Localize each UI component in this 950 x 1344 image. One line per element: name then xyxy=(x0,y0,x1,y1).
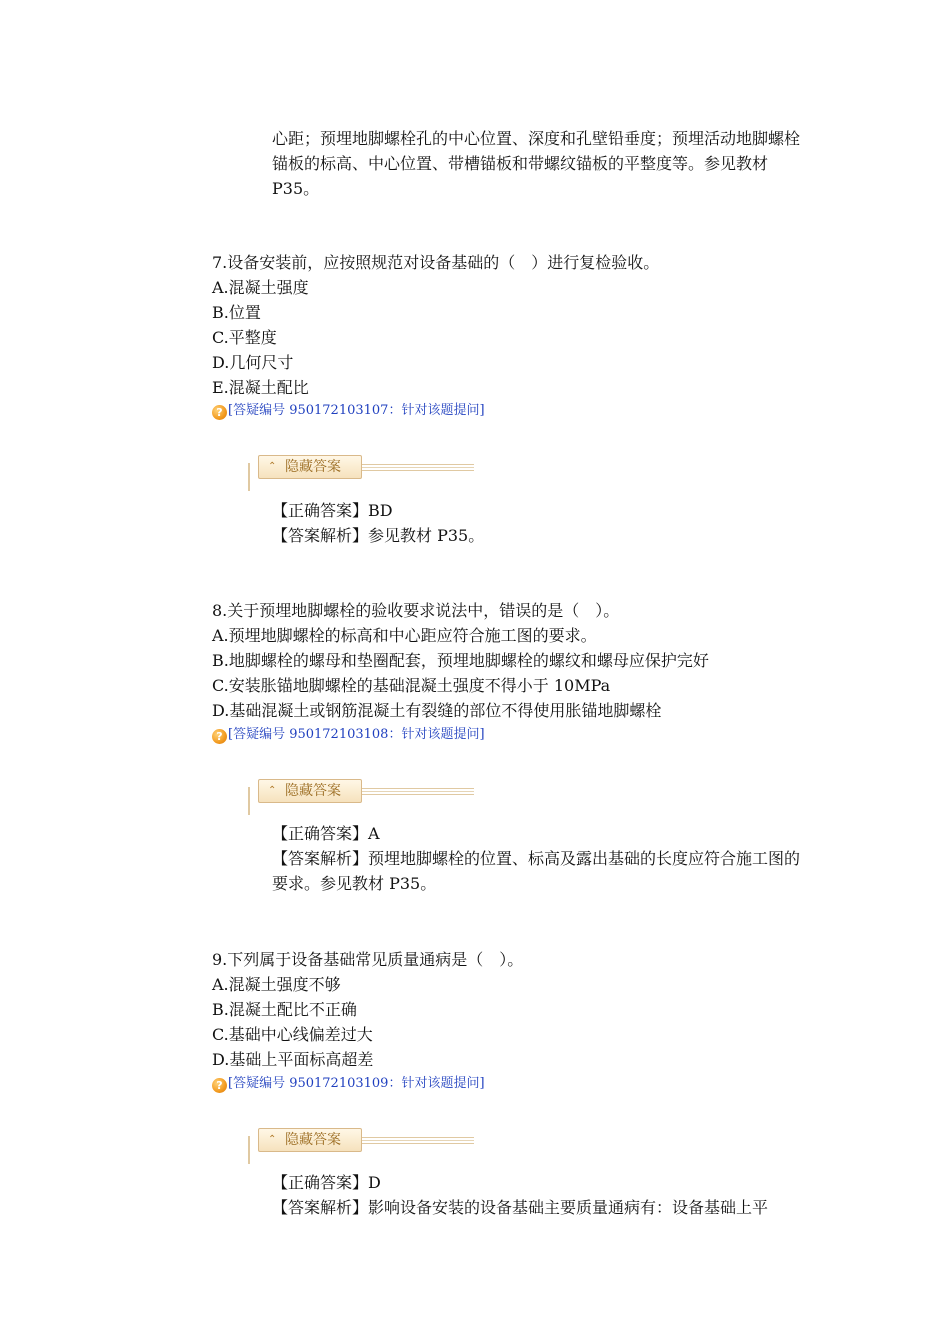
chevron-up-icon: ⌃ xyxy=(268,1134,277,1145)
option-c: C.平整度 xyxy=(212,328,277,347)
option-b: B.位置 xyxy=(212,303,261,322)
hide-answer-label: 隐藏答案 xyxy=(285,1132,341,1148)
option-b: B.地脚螺栓的螺母和垫圈配套，预埋地脚螺栓的螺纹和螺母应保护完好 xyxy=(212,651,709,670)
ask-question-row xyxy=(212,1076,485,1093)
correct-answer: 【正确答案】A xyxy=(272,824,380,843)
hide-answer-bar xyxy=(248,455,478,491)
previous-analysis-continuation: 心距；预埋地脚螺栓孔的中心位置、深度和孔壁铅垂度；预埋活动地脚螺栓锚板的标高、中心位置、带槽锚板和带螺纹锚板的平整度等。参见教材 P35。 xyxy=(272,129,801,198)
correct-answer: 【正确答案】D xyxy=(272,1173,381,1192)
option-c: C.基础中心线偏差过大 xyxy=(212,1025,373,1044)
hide-answer-button[interactable] xyxy=(258,779,362,803)
question-mark-icon: ? xyxy=(212,729,227,744)
ask-question-row xyxy=(212,403,485,420)
option-b: B.混凝土配比不正确 xyxy=(212,1000,357,1019)
option-c: C.安装胀锚地脚螺栓的基础混凝土强度不得小于 10MPa xyxy=(212,676,611,695)
option-d: D.几何尺寸 xyxy=(212,353,294,372)
hide-answer-bar xyxy=(248,1128,478,1164)
question-stem: 7.设备安装前，应按照规范对设备基础的（ ）进行复检验收。 xyxy=(212,253,660,272)
answer-analysis: 【答案解析】影响设备安装的设备基础主要质量通病有：设备基础上平 xyxy=(272,1198,769,1217)
question-mark-icon: ? xyxy=(212,405,227,420)
hide-answer-bar xyxy=(248,779,478,815)
option-a: A.混凝土强度不够 xyxy=(212,975,341,994)
question-stem: 9.下列属于设备基础常见质量通病是（ ）。 xyxy=(212,950,524,969)
ask-question-link[interactable]: [答疑编号 950172103107：针对该题提问] xyxy=(228,403,485,418)
question-mark-icon: ? xyxy=(212,1078,227,1093)
option-d: D.基础混凝土或钢筋混凝土有裂缝的部位不得使用胀锚地脚螺栓 xyxy=(212,701,662,720)
answer-analysis: 【答案解析】预埋地脚螺栓的位置、标高及露出基础的长度应符合施工图的要求。参见教材 P35。 xyxy=(272,849,801,893)
option-d: D.基础上平面标高超差 xyxy=(212,1050,374,1069)
ask-question-link[interactable]: [答疑编号 950172103109：针对该题提问] xyxy=(228,1076,485,1091)
hide-answer-button[interactable] xyxy=(258,1128,362,1152)
ask-question-link[interactable]: [答疑编号 950172103108：针对该题提问] xyxy=(228,727,485,742)
chevron-up-icon: ⌃ xyxy=(268,461,277,472)
ask-question-row xyxy=(212,727,485,744)
option-a: A.混凝土强度 xyxy=(212,278,309,297)
correct-answer: 【正确答案】BD xyxy=(272,501,393,520)
chevron-up-icon: ⌃ xyxy=(268,785,277,796)
question-stem: 8.关于预埋地脚螺栓的验收要求说法中，错误的是（ ）。 xyxy=(212,601,620,620)
hide-answer-button[interactable] xyxy=(258,455,362,479)
hide-answer-label: 隐藏答案 xyxy=(285,783,341,799)
option-a: A.预埋地脚螺栓的标高和中心距应符合施工图的要求。 xyxy=(212,626,597,645)
answer-analysis: 【答案解析】参见教材 P35。 xyxy=(272,526,485,545)
option-e: E.混凝土配比 xyxy=(212,378,309,397)
hide-answer-label: 隐藏答案 xyxy=(285,459,341,475)
